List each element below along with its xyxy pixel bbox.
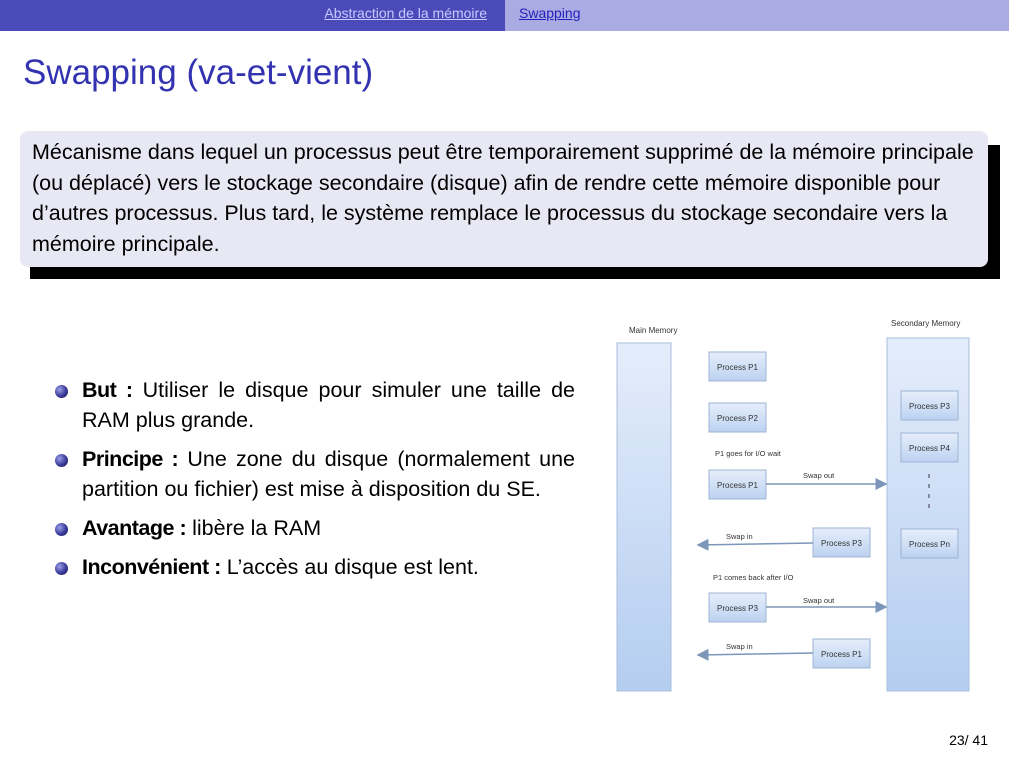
secondary-box-label: Process P3	[909, 402, 950, 411]
bullet-text: libère la RAM	[186, 516, 322, 540]
bullet-item	[55, 513, 575, 543]
bullet-text: L’accès au disque est lent.	[220, 555, 479, 579]
nav-section-swapping[interactable]: Swapping	[519, 5, 581, 21]
bullet-list	[55, 375, 575, 591]
main-memory-label: Main Memory	[629, 326, 678, 335]
bullet-term: Inconvénient :	[82, 555, 221, 579]
bullet-icon	[55, 562, 68, 575]
navbar	[0, 0, 1009, 31]
page-total: / 41	[964, 732, 988, 748]
arrow-label: Swap out	[803, 596, 835, 605]
bullet-text: Une zone du disque (normalement une partition ou fichier) est mise à disposition du SE.	[82, 447, 576, 501]
page-number	[949, 732, 988, 748]
in-box-label: Process P1	[821, 650, 862, 659]
main-box-label: Process P1	[717, 363, 758, 372]
bullet-icon	[55, 454, 68, 467]
secondary-memory-label: Secondary Memory	[891, 319, 961, 328]
slide-title: Swapping (va-et-vient)	[23, 53, 374, 92]
bullet-item	[55, 375, 575, 435]
main-box-label: Process P1	[717, 481, 758, 490]
in-box-label: Process P3	[821, 539, 862, 548]
bullet-item	[55, 552, 575, 582]
bullet-icon	[55, 385, 68, 398]
arrow-label: Swap in	[726, 532, 753, 541]
swap-in-arrow	[698, 543, 813, 545]
diagram-note: P1 goes for I/O wait	[715, 449, 781, 458]
definition-box: Mécanisme dans lequel un processus peut être temporairement supprimé de la mémoire principale (ou déplacé) vers le stockage secondaire (disque) afin de rendre cette mémoire disponible pour d’autres processus. Plus tard, le système remplace le processus du stockage secondaire vers la mémoire principale.	[20, 131, 988, 267]
bullet-icon	[55, 523, 68, 536]
bullet-term: Principe :	[82, 447, 179, 471]
swap-in-arrow	[698, 653, 813, 655]
bullet-term: Avantage :	[82, 516, 187, 540]
arrow-label: Swap out	[803, 471, 835, 480]
main-memory-column	[617, 343, 671, 691]
main-box-label: Process P3	[717, 604, 758, 613]
main-box-label: Process P2	[717, 414, 758, 423]
bullet-term: But :	[82, 378, 133, 402]
page-current: 23	[949, 732, 965, 748]
secondary-box-label: Process Pn	[909, 540, 950, 549]
arrow-label: Swap in	[726, 642, 753, 651]
diagram-note: P1 comes back after I/O	[713, 573, 794, 582]
nav-section-abstraction[interactable]: Abstraction de la mémoire	[324, 5, 487, 21]
swapping-diagram	[608, 312, 980, 700]
secondary-box-label: Process P4	[909, 444, 950, 453]
bullet-item	[55, 444, 575, 504]
bullet-text: Utiliser le disque pour simuler une taille de RAM plus grande.	[82, 378, 575, 432]
